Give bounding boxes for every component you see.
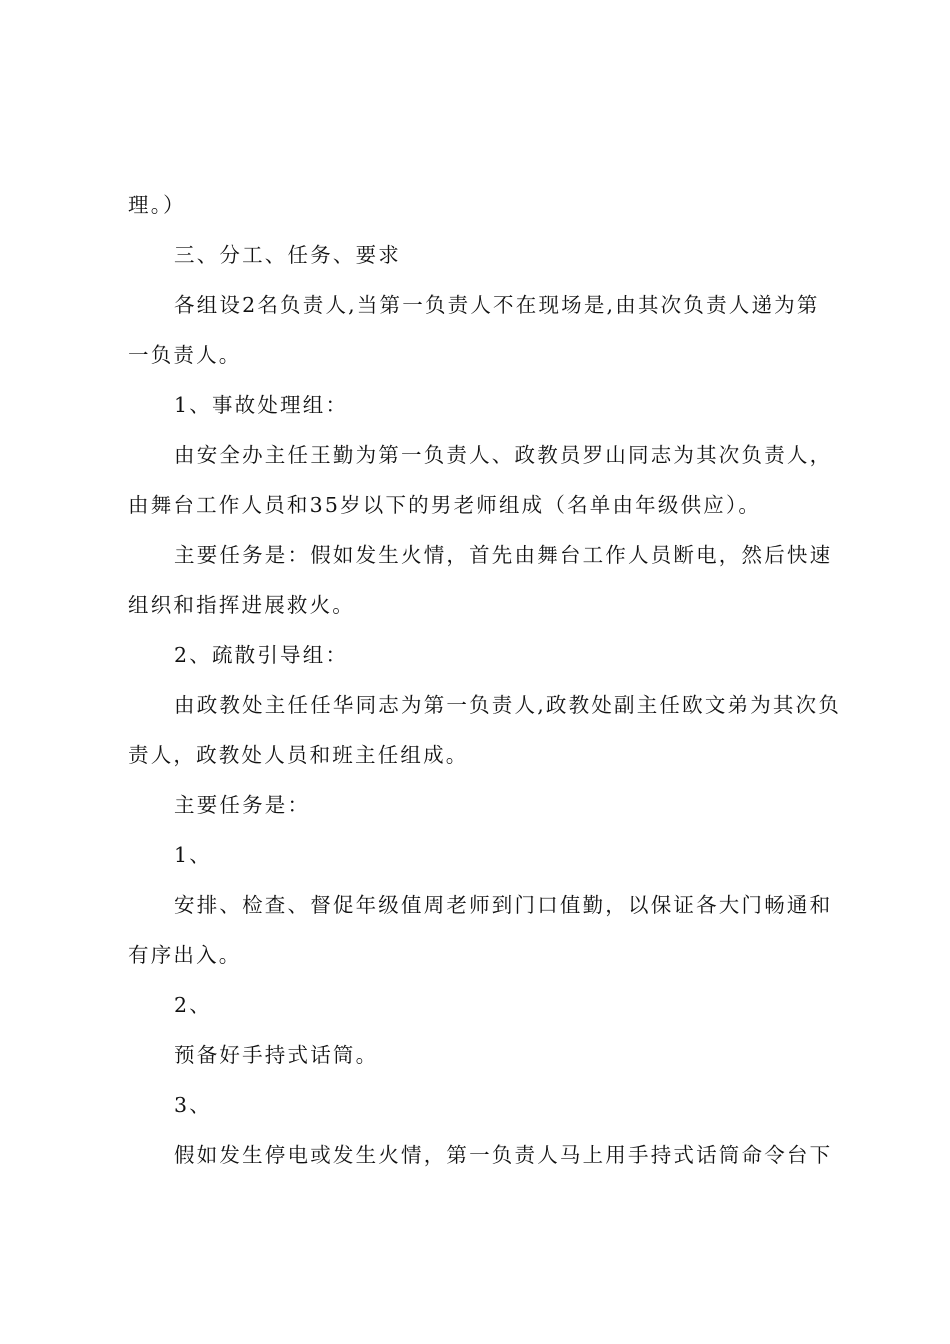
list-item-text: 预备好手持式话筒。 [174, 1043, 379, 1067]
list-item-text: 有序出入。 [128, 943, 242, 967]
subsection-heading: 2、疏散引导组： [174, 643, 349, 667]
list-number: 2、 [174, 993, 212, 1017]
paragraph-line: 组织和指挥进展救火。 [128, 593, 355, 617]
paragraph-line: 主要任务是： [174, 793, 311, 817]
paragraph-line: 主要任务是：假如发生火情，首先由舞台工作人员断电，然后快速 [174, 543, 833, 567]
list-number: 1、 [174, 843, 212, 867]
paragraph-line: 由政教处主任任华同志为第一负责人,政教处副主任欧文弟为其次负 [174, 693, 842, 717]
paragraph-line: 由舞台工作人员和35岁以下的男老师组成（名单由年级供应）。 [128, 493, 762, 517]
list-item-text: 安排、检查、督促年级值周老师到门口值勤，以保证各大门畅通和 [174, 893, 833, 917]
list-number: 3、 [174, 1093, 212, 1117]
subsection-heading: 1、事故处理组： [174, 393, 349, 417]
paragraph-line: 各组设2名负责人,当第一负责人不在现场是,由其次负责人递为第 [174, 293, 820, 317]
section-heading: 三、分工、任务、要求 [174, 243, 401, 267]
paragraph-line: 由安全办主任王勤为第一负责人、政教员罗山同志为其次负责人， [174, 443, 833, 467]
text-line-continuation: 理。） [128, 193, 186, 217]
paragraph-line: 责人，政教处人员和班主任组成。 [128, 743, 469, 767]
list-item-text: 假如发生停电或发生火情，第一负责人马上用手持式话筒命令台下 [174, 1143, 833, 1167]
paragraph-line: 一负责人。 [128, 343, 242, 367]
